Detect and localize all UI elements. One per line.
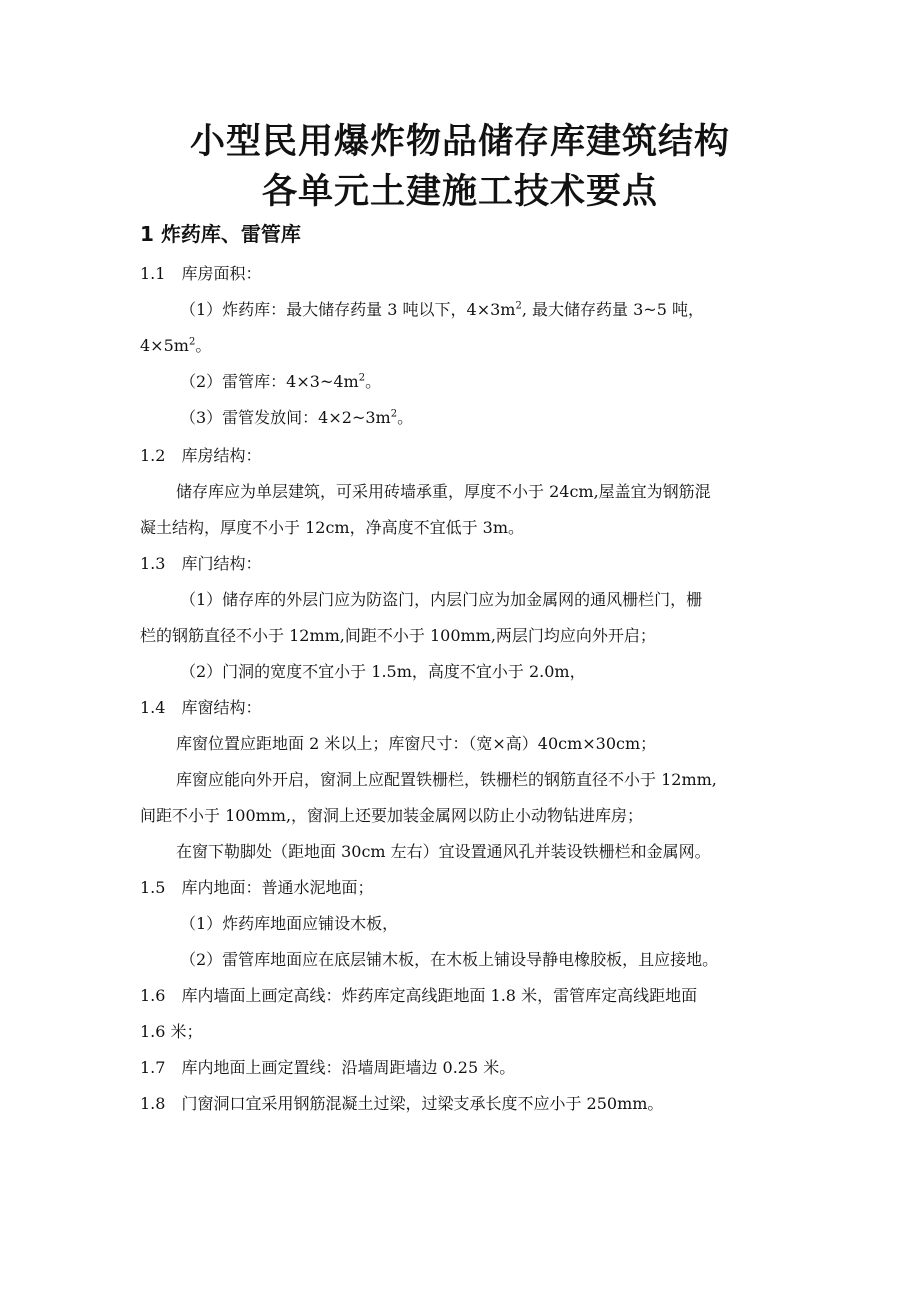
paragraph-line: 间距不小于 100mm,，窗洞上还要加装金属网以防止小动物钻进库房；: [140, 806, 644, 825]
paragraph-line: 储存库应为单层建筑，可采用砖墙承重，厚度不小于 24cm,屋盖宜为钢筋混: [176, 482, 711, 501]
paragraph-line: 凝土结构，厚度不小于 12cm，净高度不宜低于 3m。: [140, 518, 525, 537]
paragraph-line: （2）雷管库地面应在底层铺木板，在木板上铺设导静电橡胶板，且应接地。: [180, 950, 719, 969]
item-1-1-3: （3）雷管发放间：$4\times 2\sim 3m^2$。: [180, 408, 414, 427]
paragraph-line: 库窗位置应距地面 2 米以上；库窗尺寸：（宽×高）40cm×30cm；: [176, 734, 657, 753]
item-1-1-2: （2）雷管库：$4\times 3\sim 4m^2$。: [180, 372, 382, 391]
item-1-1: 1.1 库房面积：: [140, 264, 262, 283]
paragraph-line: （1）炸药库地面应铺设木板，: [180, 914, 399, 933]
paragraph-line: 栏的钢筋直径不小于 12mm,间距不小于 100mm,两层门均应向外开启；: [140, 626, 656, 645]
paragraph-line: （2）门洞的宽度不宜小于 1.5m，高度不宜小于 2.0m，: [180, 662, 586, 681]
item-1-1-1: （1）炸药库：最大储存药量 3 吨以下，$4\times 3m^2$, 最大储存药量 3~5 吨，: [180, 300, 704, 319]
paragraph-line: 库窗应能向外开启，窗洞上应配置铁栅栏，铁栅栏的钢筋直径不小于 12mm,: [176, 770, 717, 789]
item-1-1-1-cont: $4\times 5m^2$。: [140, 336, 212, 355]
item-1-4: 1.4 库窗结构：: [140, 698, 262, 717]
item-1-5: 1.5 库内地面：普通水泥地面；: [140, 878, 374, 897]
paragraph-line: 在窗下勒脚处（距地面 30cm 左右）宜设置通风孔并装设铁栅栏和金属网。: [176, 842, 711, 861]
section-heading: 1 炸药库、雷管库: [140, 222, 301, 246]
title-line-1: 小型民用爆炸物品储存库建筑结构: [189, 122, 730, 162]
item-1-2: 1.2 库房结构：: [140, 446, 262, 465]
title-line-2: 各单元土建施工技术要点: [261, 172, 658, 212]
item-1-6: 1.6 库内墙面上画定高线：炸药库定高线距地面 1.8 米，雷管库定高线距地面: [140, 986, 698, 1005]
item-1-7: 1.7 库内地面上画定置线：沿墙周距墙边 0.25 米。: [140, 1058, 516, 1077]
paragraph-line: （1）储存库的外层门应为防盗门，内层门应为加金属网的通风栅栏门，栅: [180, 590, 703, 609]
item-1-8: 1.8 门窗洞口宜采用钢筋混凝土过梁，过梁支承长度不应小于 250mm。: [140, 1094, 664, 1113]
item-1-3: 1.3 库门结构：: [140, 554, 262, 573]
paragraph-line: 1.6 米；: [140, 1022, 203, 1041]
